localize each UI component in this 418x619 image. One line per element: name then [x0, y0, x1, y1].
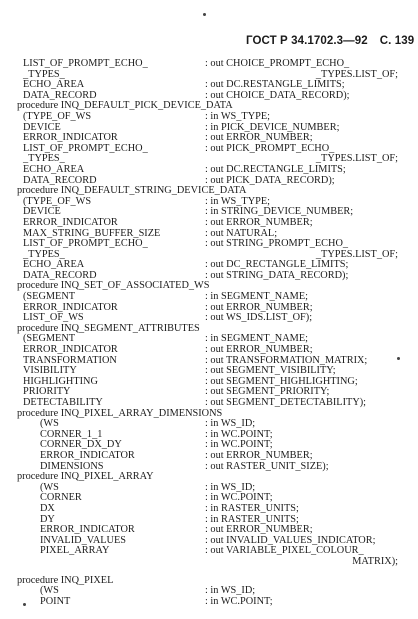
parameter-type: : in WC.POINT; [205, 595, 273, 607]
parameter-name: DX [40, 502, 55, 514]
parameter-line [0, 557, 418, 568]
scan-speck [23, 603, 26, 606]
parameter-type: : out SEGMENT_VISIBILITY; [205, 365, 336, 377]
parameter-type: : out ERROR_NUMBER; [205, 216, 313, 228]
parameter-line [0, 451, 418, 462]
parameter-type: : in RASTER_UNITS; [205, 513, 299, 525]
parameter-type: : out INVALID_VALUES_INDICATOR; [205, 534, 376, 546]
parameter-line [0, 112, 418, 123]
parameter-name: ERROR_INDICATOR [23, 132, 118, 144]
parameter-name: DATA_RECORD [23, 269, 97, 281]
parameter-type: : in SEGMENT_NAME; [205, 291, 308, 303]
parameter-type: : out RASTER_UNIT_SIZE); [205, 460, 329, 472]
scan-speck [203, 13, 206, 16]
parameter-name: _TYPES_ [23, 153, 65, 165]
parameter-type: : in SEGMENT_NAME; [205, 333, 308, 345]
parameter-name: ERROR_INDICATOR [40, 449, 135, 461]
procedure-name: procedure INQ_SEGMENT_ATTRIBUTES [17, 322, 200, 334]
parameter-type-continuation: _TYPES.LIST_OF; [315, 248, 398, 260]
parameter-name: MAX_STRING_BUFFER_SIZE [23, 227, 161, 239]
parameter-name: _TYPES_ [23, 68, 65, 80]
parameter-type: : out SEGMENT_HIGHLIGHTING; [205, 375, 358, 387]
parameter-name: (WS [40, 418, 59, 430]
parameter-line [0, 597, 418, 608]
parameter-name: ECHO_AREA [23, 259, 85, 271]
parameter-type: : out PICK_PROMPT_ECHO_ [205, 142, 335, 154]
parameter-type: : out CHOICE_PROMPT_ECHO_ [205, 58, 350, 69]
parameter-name: PRIORITY [23, 386, 71, 398]
parameter-type: : out VARIABLE_PIXEL_COLOUR_ [205, 545, 364, 557]
parameter-name: DATA_RECORD [23, 89, 97, 101]
parameter-name: PIXEL_ARRAY [40, 545, 110, 557]
parameter-type-continuation: _TYPES.LIST_OF; [315, 68, 398, 80]
scan-speck [397, 357, 400, 360]
parameter-name: (TYPE_OF_WS [23, 110, 92, 122]
procedure-name: procedure INQ_DEFAULT_STRING_DEVICE_DATA [17, 185, 247, 197]
parameter-type: : in RASTER_UNITS; [205, 502, 299, 514]
parameter-type: : out CHOICE_DATA_RECORD); [205, 89, 350, 101]
parameter-type-continuation: MATRIX); [352, 555, 398, 567]
parameter-name: CORNER [40, 492, 82, 504]
parameter-type: : out DC.RESTANGLE_LIMITS; [205, 79, 345, 91]
parameter-type: : out TRANSFORMATION_MATRIX; [205, 354, 368, 366]
parameter-name: POINT [40, 595, 71, 607]
parameter-name: ERROR_INDICATOR [23, 344, 118, 356]
parameter-line [0, 398, 418, 409]
parameter-line [0, 165, 418, 176]
parameter-name: DIMENSIONS [40, 460, 104, 472]
parameter-type: : out ERROR_NUMBER; [205, 132, 313, 144]
parameter-type: : out DC_RECTANGLE_LIMITS; [205, 259, 349, 271]
parameter-type: : in WS_TYPE; [205, 110, 271, 122]
parameter-type: : out PICK_DATA_RECORD); [205, 174, 335, 186]
parameter-name: ERROR_INDICATOR [23, 216, 118, 228]
parameter-type: : out STRING_DATA_RECORD); [205, 269, 349, 281]
code-listing [0, 59, 418, 607]
parameter-name: ECHO_AREA [23, 79, 85, 91]
procedure-name: procedure INQ_SET_OF_ASSOCIATED_WS [17, 280, 210, 292]
parameter-name: LIST_OF_PROMPT_ECHO_ [23, 238, 148, 250]
procedure-name: procedure INQ_DEFAULT_PICK_DEVICE_DATA [17, 100, 233, 112]
parameter-type: : in PICK_DEVICE_NUMBER; [205, 121, 340, 133]
parameter-name: (WS [40, 481, 59, 493]
parameter-type: : in STRING_DEVICE_NUMBER; [205, 206, 354, 218]
parameter-name: INVALID_VALUES [40, 534, 126, 546]
parameter-type-continuation: _TYPES.LIST_OF; [315, 153, 398, 165]
parameter-type: : in WS_ID; [205, 418, 256, 430]
parameter-line [0, 504, 418, 515]
parameter-name: HIGHLIGHTING [23, 375, 98, 387]
procedure-name: procedure INQ_PIXEL_ARRAY_DIMENSIONS [17, 407, 223, 419]
parameter-type: : in WS_ID; [205, 481, 256, 493]
parameter-type: : in WS_ID; [205, 585, 256, 597]
parameter-type: : out DC.RECTANGLE_LIMITS; [205, 163, 346, 175]
parameter-name: ERROR_INDICATOR [40, 524, 135, 536]
parameter-name: ERROR_INDICATOR [23, 301, 118, 313]
parameter-name: DEVICE [23, 121, 61, 133]
parameter-type: : in WS_TYPE; [205, 195, 271, 207]
parameter-name: (SEGMENT [23, 333, 76, 345]
parameter-type: : out ERROR_NUMBER; [205, 344, 313, 356]
procedure-name: procedure INQ_PIXEL_ARRAY [17, 471, 154, 483]
parameter-type: : out ERROR_NUMBER; [205, 449, 313, 461]
parameter-name: LIST_OF_PROMPT_ECHO_ [23, 58, 148, 69]
parameter-name: VISIBILITY [23, 365, 77, 377]
parameter-name: CORNER_1_1 [40, 428, 103, 440]
parameter-name: TRANSFORMATION [23, 354, 117, 366]
parameter-name: (WS [40, 585, 59, 597]
parameter-type: : in WC.POINT; [205, 428, 273, 440]
parameter-name: DEVICE [23, 206, 61, 218]
parameter-type: : out WS_IDS.LIST_OF); [205, 312, 313, 324]
parameter-name: DY [40, 513, 55, 525]
page-header [246, 35, 414, 47]
parameter-line [0, 218, 418, 229]
standard-number: ГОСТ Р 34.1702.3—92 [246, 35, 368, 47]
parameter-name: LIST_OF_PROMPT_ECHO_ [23, 142, 148, 154]
parameter-type: : out ERROR_NUMBER; [205, 524, 313, 536]
parameter-type: : out STRING_PROMPT_ECHO_ [205, 238, 349, 250]
parameter-name: _TYPES_ [23, 248, 65, 260]
parameter-name: CORNER_DX_DY [40, 439, 122, 451]
parameter-name: LIST_OF_WS [23, 312, 84, 324]
parameter-name: (TYPE_OF_WS [23, 195, 92, 207]
parameter-type: : in WC.POINT; [205, 492, 273, 504]
parameter-line [0, 59, 418, 70]
parameter-type: : out ERROR_NUMBER; [205, 301, 313, 313]
parameter-name: DATA_RECORD [23, 174, 97, 186]
procedure-name: procedure INQ_PIXEL [17, 574, 114, 586]
parameter-name: DETECTABILITY [23, 397, 103, 408]
parameter-name: (SEGMENT [23, 291, 76, 303]
parameter-type: : out SEGMENT_PRIORITY; [205, 386, 330, 398]
parameter-name: ECHO_AREA [23, 163, 85, 175]
parameter-type: : in WC.POINT; [205, 439, 273, 451]
page-number: С. 139 [379, 35, 415, 47]
parameter-type: : out NATURAL; [205, 227, 278, 239]
parameter-type: : out SEGMENT_DETECTABILITY); [205, 397, 367, 408]
